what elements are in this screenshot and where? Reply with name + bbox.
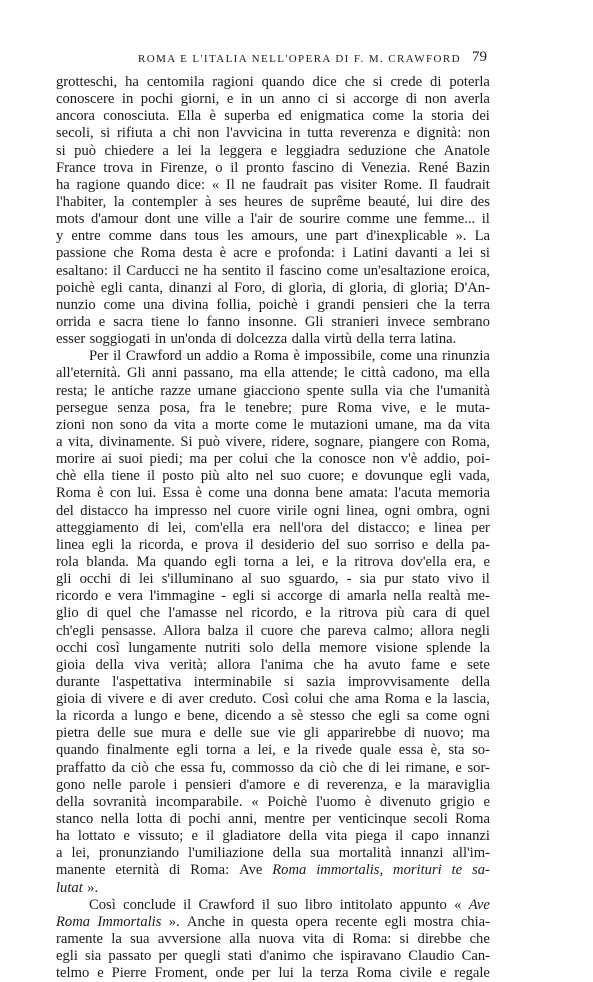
text-line: resta; le antiche razze umane giacciono spente sulla via che l'umanità [56, 382, 490, 399]
text-line: chè ella tiene il posto più alto nel suo cuore; e dovunque egli vada, [56, 468, 490, 485]
text-line: l'habiter, la contempler à ses heures de suprême beauté, lui dire des [56, 193, 490, 210]
paragraph [56, 348, 490, 897]
text-line: egli sia passato per quegli stati d'animo che ispiravano Claudio Can- [56, 948, 490, 965]
text-line: manente eternità di Roma: Ave Roma immortalis, morituri te sa- [56, 862, 490, 879]
text-line: orrida e sacra tiene lo fanno insonne. Gli stranieri invece sembrano [56, 313, 490, 330]
text-line: durante l'aspettativa interminabile si sazia improvvisamente della [56, 673, 490, 690]
text-line: Roma Immortalis ». Anche in questa opera recente egli mostra chia- [56, 913, 490, 930]
text-line: glio di quel che l'amasse nel ricordo, e la ritrova più cara di quel [56, 605, 490, 622]
text-line: gioia di vivere e di aver creduto. Così colui che ama Roma e la lascia, [56, 691, 490, 708]
text-line: all'eternità. Gli anni passano, ma ella attende; le città cadono, ma ella [56, 365, 490, 382]
page-number: 79 [472, 49, 487, 65]
text-line: ha lottato e vissuto; e il gladiatore della vita piega il capo innanzi [56, 828, 490, 845]
text-line: Così conclude il Crawford il suo libro intitolato appunto « Ave [89, 896, 490, 913]
text-line: rola blanda. Ma quando egli torna a lei, e la ritrova dov'ella era, e [56, 553, 490, 570]
text-line: morire ai suoi piedi; ma per colui che la conosce non v'è addio, poi- [56, 451, 490, 468]
text-line: la ricorda a lungo e bene, dicendo a sè stesso che egli sa come ogni [56, 708, 490, 725]
text-line: persegue senza posa, fra le tenebre; pure Roma vive, e le muta- [56, 399, 490, 416]
text-line: quando finalmente egli torna a lei, e la rivede quale essa è, sta so- [56, 742, 490, 759]
text-line: Per il Crawford un addio a Roma è impossibile, come una rinunzia [89, 348, 490, 365]
text-line: occhi così lungamente nutriti solo della memore visione splende la [56, 639, 490, 656]
text-line: France trova in Firenze, o il pronto fascino di Venezia. René Bazin [56, 159, 490, 176]
text-line: gioia della viva verità; allora l'anima che ha avuto fame e sete [56, 656, 490, 673]
text-line: gono nelle parole i pensieri d'amore e di reverenza, e la maraviglia [56, 776, 490, 793]
text-line: si può chiedere a lei la leggera e leggiadra seduzione che Anatole [56, 142, 490, 159]
text-line: linea egli la ricorda, e prova il desiderio del suo sorriso e della pa- [56, 536, 490, 553]
text-line: a vita, divinamente. Si può vivere, ridere, sognare, piangere con Roma, [56, 433, 490, 450]
paragraph [56, 897, 490, 982]
text-line: gli occhi di lei s'illuminano al suo sguardo, - sia pur stato vivo il [56, 571, 490, 588]
text-line: ch'egli pensasse. Allora balza il cuore che pareva calmo; allora negli [56, 622, 490, 639]
text-line: ancora conosciuta. Ella è superba ed enigmatica come la storia dei [56, 108, 490, 125]
text-line: ramente la sua avversione alla nuova vita di Roma: si direbbe che [56, 931, 490, 948]
text-line: telmo e Pierre Froment, onde per lui la terza Roma civile e regale [56, 965, 490, 982]
text-line: ha ragione quando dice: « Il ne faudrait pas visiter Rome. Il faudrait [56, 176, 490, 193]
text-line: della sovranità incomparabile. « Poichè l'uomo è divenuto grigio e [56, 793, 490, 810]
text-line: pietra delle sue mura e delle sue vie gli apparirebbe di nuovo; ma [56, 725, 490, 742]
paragraph [56, 74, 490, 348]
text-line: conoscere in pochi giorni, e in un anno ci si accorge di non averla [56, 91, 490, 108]
text-line: mots d'amour dont une ville a l'air de sourire comme une femme... il [56, 211, 490, 228]
text-line: zioni non sono da vita a morte come le mutazioni umane, ma da vita [56, 416, 490, 433]
text-line: atteggiamento di lei, com'ella era nell'ora del distacco; e linea per [56, 519, 490, 536]
text-line: lutat ». [56, 879, 99, 896]
text-line: Roma è con lui. Essa è come una donna bene amata: l'acuta memoria [56, 485, 490, 502]
text-line: grotteschi, ha centomila ragioni quando dice che si crede di poterla [56, 74, 490, 90]
text-line: nunzio come una divina follia, poichè i grandi pensieri che la terra [56, 296, 490, 313]
text-line: a lei, pronunziando l'umiliazione della sua mortalità innanzi all'im- [56, 845, 490, 862]
running-head: ROMA E L'ITALIA NELL'OPERA DI F. M. CRAWFORD [138, 53, 461, 65]
text-line: y entre comme dans tous les amours, une part d'inexplicable ». La [56, 228, 490, 245]
text-line: del distacco ha impresso nel cuore virile ogni linea, ogni ombra, ogni [56, 502, 490, 519]
text-line: secoli, si rifiuta a chi non l'avvicina in tutta reverenza e dignità: non [56, 125, 490, 142]
text-line: esser soggiogati in un'onda di dolcezza dalla virtù della terra latina. [56, 331, 457, 348]
body-text [56, 74, 490, 982]
text-line: ricordo e vera l'immagine - egli si accorge di amarla nella realtà me- [56, 588, 490, 605]
text-line: stanco nella lotta di pochi anni, mentre per venticinque secoli Roma [56, 811, 490, 828]
text-line: esaltano: il Carducci ne ha sentito il fascino come un'esaltazione eroica, [56, 262, 490, 279]
text-line: poichè egli canta, dinanzi al Foro, di gloria, di gloria, di gloria; D'An- [56, 279, 490, 296]
text-line: passione che Roma desta è acre e profonda: i Latini davanti a lei si [56, 245, 490, 262]
text-line: praffatto da ciò che essa fu, commosso da ciò che di lei rimane, e sor- [56, 759, 490, 776]
